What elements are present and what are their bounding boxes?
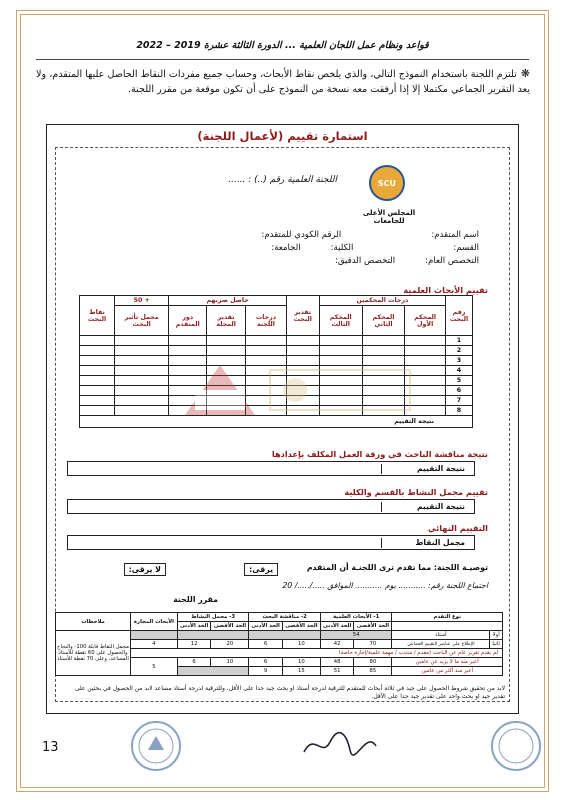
t2-r4-0: 80: [354, 658, 392, 667]
recommendation-text: توصيـة اللجنة: مما تقدم ترى اللجنـة أن المتقدم: [306, 563, 488, 572]
promote-box: يرقى:: [244, 563, 278, 576]
col-judges-grades: درجات المحكمين: [319, 296, 445, 306]
section-final-title: التقييم النهائي: [427, 523, 488, 533]
not-promote-box: لا يرقى:: [124, 563, 166, 576]
t2-note1: مجمل النقاط قابلة 100- والنجاح والحصول على 60 نقطة للأستاذ المساعد، وعلى 70 نقطة للأستاذ: [56, 631, 131, 676]
applicant-code-label: الرقم الكودي للمتقدم:: [261, 230, 342, 240]
t2-r1-b: أستاذ: [392, 631, 490, 640]
activity-result-box: [67, 499, 475, 514]
t2-r2-4: 20: [211, 640, 249, 649]
running-header: قواعد ونظام عمل اللجان العلمية ... الدورة الثالثة عشرة 2019 – 2022: [36, 40, 529, 60]
t2-r2-3: 6: [249, 640, 282, 649]
research-row-number: 8: [446, 406, 473, 416]
signature-icon: [300, 722, 380, 762]
research-row-number: 6: [446, 386, 473, 396]
research-cell: [169, 336, 207, 346]
t2-r4-6: 5: [131, 658, 178, 676]
council-logo-icon: SCU: [369, 165, 405, 201]
council-seal-icon: [130, 720, 182, 772]
research-cell: [286, 346, 319, 356]
research-cell: [169, 346, 207, 356]
col-research-no: رقم البحث: [446, 296, 473, 336]
research-cell: [80, 386, 115, 396]
research-row-number: 2: [446, 346, 473, 356]
research-cell: [80, 396, 115, 406]
research-cell: [362, 336, 405, 346]
t2-r5-b: أعير منذ أكثر من عامين: [392, 667, 503, 676]
research-cell: [80, 336, 115, 346]
t2-r2-1: 42: [320, 640, 353, 649]
t2-max3: الحد الأقصى: [211, 622, 249, 631]
col-impact-total: مجمل تأثير البحث: [115, 306, 169, 336]
research-row-number: 4: [446, 366, 473, 376]
col-judge1: المحكم الأول: [405, 306, 446, 336]
t2-r1-e1: [249, 631, 321, 640]
research-cell: [115, 356, 169, 366]
research-cell: [80, 356, 115, 366]
section-research-title: تقييم الأبحاث العلمية: [403, 285, 488, 295]
rapporteur-label: مقرر اللجنة: [173, 595, 218, 604]
watermark-logo-icon: [175, 355, 425, 425]
col-judge2: المحكم الثاني: [362, 306, 405, 336]
research-cell: [362, 346, 405, 356]
t2-type: نوع التقدم: [392, 613, 503, 622]
col-plus50: + 50: [115, 296, 169, 306]
t2-r2-a: ثانيا: [490, 640, 503, 649]
page-number: 13: [42, 740, 59, 755]
council-name: المجلس الأعلى للجامعات: [362, 209, 416, 225]
research-cell: [246, 346, 287, 356]
intro-text: تلتزم اللجنة باستخدام النموذج التالي، والذي يلخص نقاط الأبحاث، وحساب جميع مفردات النقاط الحاصل عليها المتقدم، ولا يعد التقرير الجماعي مكتملا إلا إذا أرفقت معه نسخة من النموذج على أن تكون موقعة من مقرر اللجنة.: [36, 69, 530, 95]
col-estimate: تقدير البحث: [286, 296, 319, 336]
research-cell: [115, 386, 169, 396]
committee-number: اللجنة العلمية رقم (..) : ......: [228, 175, 337, 185]
research-row-number: 5: [446, 376, 473, 386]
t2-r5-1: 51: [320, 667, 353, 676]
t2-min3: الحد الأدنى: [177, 622, 210, 631]
col-points: نقاط البحث: [80, 296, 115, 336]
research-cell: [319, 336, 362, 346]
footnote-text: لابد من تحقيق شروط الحصول على جيد في ثلاثة أبحاث للمتقدم للترقية لدرجة أستاذ او بحث جيد جدا على الأقل، وللترقية لدرجة أستاذ مساعد لابد من الحصول في بحثين على تقدير جيد او بحث واحد على تقدير جيد جدا على الأقل.: [74, 685, 505, 700]
research-cell: [405, 336, 446, 346]
t2-blank: [392, 622, 503, 631]
promotion-points-table: [55, 612, 503, 676]
t2-r4-3: 6: [249, 658, 282, 667]
t2-r2-6: 4: [131, 640, 178, 649]
intro-paragraph: [36, 66, 530, 97]
t2-max1: الحد الأقصى: [354, 622, 392, 631]
research-row: [80, 336, 473, 346]
research-result-label: نتيجة التقييم: [80, 416, 473, 428]
dept-label: القسم:: [453, 243, 479, 253]
research-cell: [207, 336, 246, 346]
t2-notes: ملاحظات: [56, 613, 131, 631]
research-cell: [115, 366, 169, 376]
research-cell: [80, 366, 115, 376]
t2-r5-3: 9: [249, 667, 282, 676]
faculty-label: الكلية:: [330, 243, 354, 253]
research-cell: [80, 346, 115, 356]
applicant-name-label: اسم المتقدم:: [431, 230, 479, 240]
research-row-number: 3: [446, 356, 473, 366]
t2-r1-v: 54: [320, 631, 392, 640]
research-row: [80, 346, 473, 356]
col-product: حاصل ضربهم: [169, 296, 286, 306]
col-judge3: المحكم الثالث: [319, 306, 362, 336]
research-cell: [115, 336, 169, 346]
star-bullet-icon: ❋: [520, 67, 530, 80]
t2-col4: الأبحاث المجازة: [131, 613, 178, 631]
research-cell: [207, 346, 246, 356]
research-cell: [80, 376, 115, 386]
t2-r2-5: 12: [177, 640, 210, 649]
t2-r1-e3: [131, 631, 178, 640]
t2-r1-a: أولا: [490, 631, 503, 640]
precise-spec-label: التخصص الدقيق:: [335, 256, 396, 266]
research-cell: [115, 376, 169, 386]
research-cell: [115, 396, 169, 406]
university-label: الجامعة:: [271, 243, 301, 253]
t2-min2: الحد الأدنى: [249, 622, 282, 631]
section-discussion-title: نتيجة مناقشة الباحث في ورقة العمل المكلف بإعدادها: [271, 449, 488, 459]
research-cell: [319, 346, 362, 356]
t2-r3: لم يقدم تقرير عام عن الباحث (مقدم / منتدب / مهمة علمية/إجازة خاصة): [131, 649, 503, 658]
col-role: دور المتقدم: [169, 306, 207, 336]
discussion-result-box: [67, 461, 475, 476]
t2-r1-e2: [177, 631, 249, 640]
t2-r2-0: 70: [354, 640, 392, 649]
t2-min1: الحد الأدنى: [320, 622, 353, 631]
col-journal: تقدير المجلة: [207, 306, 246, 336]
t2-r2-2: 10: [282, 640, 320, 649]
t2-r2-b: الإطلاع على عناصر التقييم الجماعي: [392, 640, 490, 649]
discussion-result-label: نتيجة التقييم: [381, 464, 468, 474]
t2-r5-e: [177, 667, 249, 676]
research-cell: [115, 406, 169, 416]
t2-r4-5: 6: [177, 658, 210, 667]
research-cell: [115, 346, 169, 356]
t2-col2: 2- مناقشة البحث: [249, 613, 321, 622]
research-cell: [286, 336, 319, 346]
t2-col1: 1- الأبحاث العلمية: [320, 613, 392, 622]
meeting-line: اجتماع اللجنة رقم: ........... يوم ........... الموافق ...../...../ 20: [282, 581, 488, 590]
t2-max2: الحد الأقصى: [282, 622, 320, 631]
total-points-box: [67, 535, 475, 550]
t2-r4-2: 10: [282, 658, 320, 667]
t2-col3: 3- مجمل النشاط: [177, 613, 249, 622]
t2-r4-4: 10: [211, 658, 249, 667]
research-cell: [246, 336, 287, 346]
research-row-number: 7: [446, 396, 473, 406]
form-title: استمارة تقييم (لأعمال اللجنة): [197, 129, 368, 143]
research-cell: [80, 406, 115, 416]
t2-r5-2: 15: [282, 667, 320, 676]
t2-r4-b: أعير منذ ما لا يزيد عن عامين: [392, 658, 503, 667]
t2-r4-1: 48: [320, 658, 353, 667]
research-row-number: 1: [446, 336, 473, 346]
section-activity-title: تقييم مجمل النشاط بالقسم والكلية: [344, 487, 488, 497]
activity-result-label: نتيجة التقييم: [381, 502, 468, 512]
research-cell: [405, 346, 446, 356]
total-points-label: مجمل النقاط: [381, 538, 468, 548]
general-spec-label: التخصص العام:: [425, 256, 479, 266]
t2-r5-0: 85: [354, 667, 392, 676]
applicant-fields: [87, 229, 479, 268]
council-seal-right-icon: [490, 720, 542, 772]
col-committee-grades: درجات اللجنة: [246, 306, 287, 336]
